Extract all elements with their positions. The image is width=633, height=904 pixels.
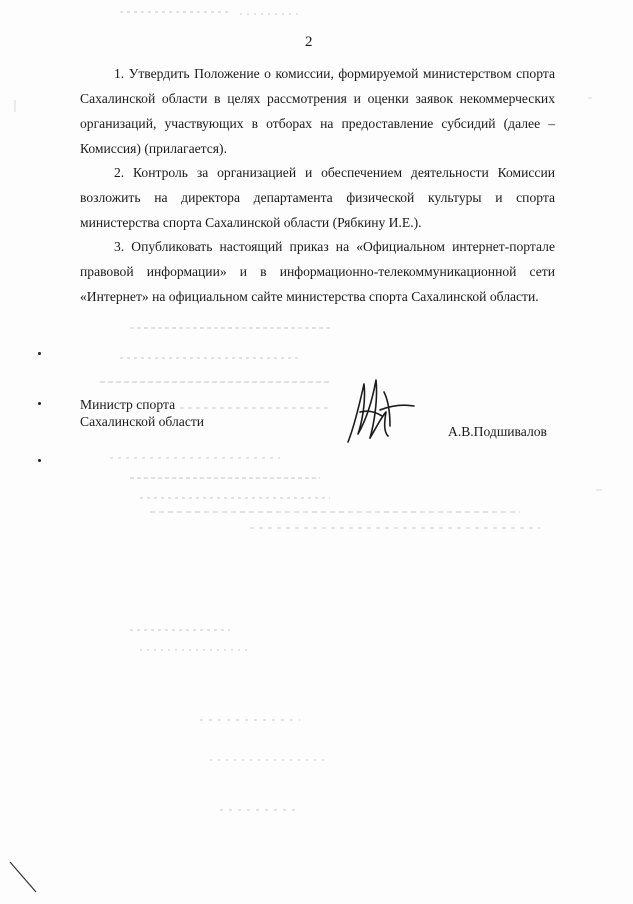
scan-dot bbox=[38, 459, 41, 462]
scan-dot bbox=[38, 352, 41, 355]
signer-title-line1: Министр спорта bbox=[80, 397, 176, 412]
paragraph-1: 1. Утвердить Положение о комиссии, формируемой министерством спорта Сахалинской области в целях рассмотрения и оценки заявок некоммерческих организаций, участвующих в отборах на предоставление субсидий (далее – Комиссия) (прилагается). bbox=[80, 66, 555, 156]
page-number: 2 bbox=[305, 34, 313, 50]
scan-corner-line bbox=[8, 860, 38, 895]
scan-dot bbox=[38, 402, 41, 405]
handwritten-signature bbox=[340, 372, 420, 452]
paragraph-2: 2. Контроль за организацией и обеспечением деятельности Комиссии возложить на директора департамента физической культуры и спорта министерства спорта Сахалинской области (Рябкину И.Е.). bbox=[80, 165, 555, 230]
signer-title-line2: Сахалинской области bbox=[80, 414, 205, 429]
signer-title bbox=[80, 396, 204, 430]
paragraph-3: 3. Опубликовать настоящий приказ на «Официальном интернет-портале правовой информации» и в информационно-телекоммуникационной сети «Интернет» на официальном сайте министерства спорта Сахалинской области. bbox=[80, 239, 555, 304]
signer-name: А.В.Подшивалов bbox=[448, 424, 547, 439]
